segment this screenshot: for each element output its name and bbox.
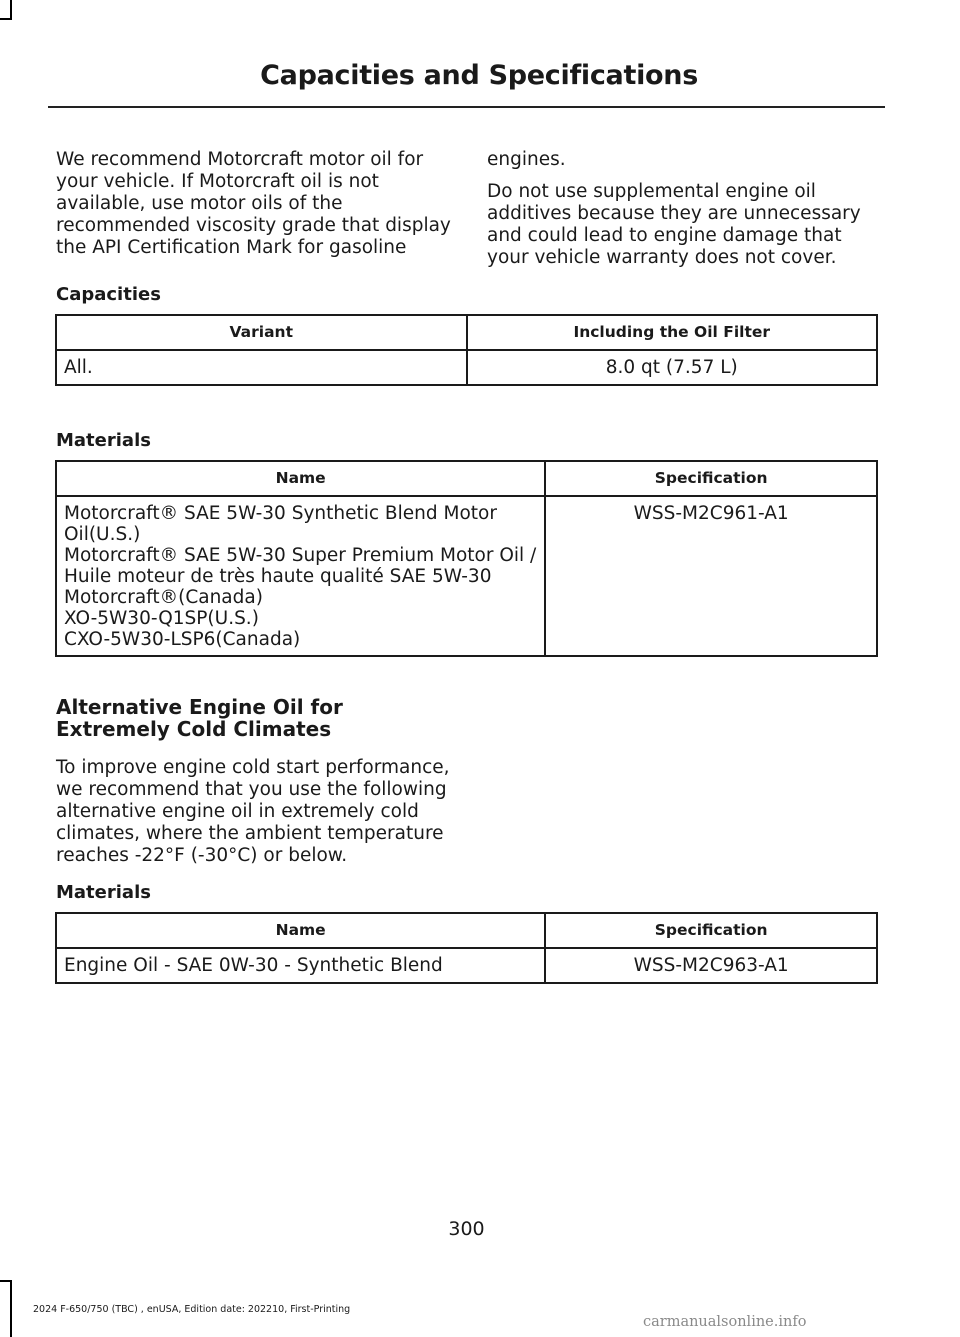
column-header: Including the Oil Filter: [467, 315, 878, 350]
title-rule: [48, 106, 885, 108]
alt-section-text: To improve engine cold start performance, we recommend that you use the following alternative engine oil in extremely cold climates, where the ambient temperature reaches -22°F (-30°C) or below.: [56, 757, 450, 866]
table-cell: WSS-M2C961-A1: [545, 496, 877, 656]
watermark: carmanualsonline.info: [643, 1314, 807, 1330]
column-header: Name: [56, 461, 545, 496]
crop-mark: [10, 1280, 12, 1337]
additives-text: Do not use supplemental engine oil additives because they are unnecessary and could lead to engine damage that your vehicle warranty does not cover.: [487, 181, 861, 268]
materials-heading: Materials: [56, 882, 151, 903]
material-code: XO-5W30-Q1SP(U.S.): [64, 608, 259, 629]
footer-text: 2024 F-650/750 (TBC) , enUSA, Edition date: 202210, First-Printing: [33, 1304, 351, 1315]
section-heading: Alternative Engine Oil for Extremely Cold Climates: [56, 695, 343, 741]
column-header: Specification: [545, 461, 877, 496]
crop-mark: [0, 18, 10, 20]
capacities-table: [55, 314, 878, 386]
material-name: Motorcraft® SAE 5W-30 Super Premium Motor Oil / Huile moteur de très haute qualité SAE 5W-30 Motorcraft®(Canada): [64, 545, 537, 608]
crop-mark: [0, 1280, 10, 1282]
material-code: CXO-5W30-LSP6(Canada): [64, 629, 301, 650]
page-title: Capacities and Specifications: [260, 60, 698, 91]
table-cell: [56, 496, 545, 656]
table-row: [56, 496, 877, 656]
intro-right-column: [487, 149, 887, 269]
table-cell: Engine Oil - SAE 0W-30 - Synthetic Blend: [56, 948, 545, 983]
table-row: [56, 350, 877, 385]
material-name: Motorcraft® SAE 5W-30 Synthetic Blend Motor Oil(U.S.): [64, 503, 497, 545]
intro-text: We recommend Motorcraft motor oil for your vehicle. If Motorcraft oil is not available, use motor oils of the recommended viscosity grade that display the API Certification Mark for gasoline: [56, 149, 451, 258]
intro-left-column: [56, 149, 456, 259]
column-header: Variant: [56, 315, 467, 350]
table-cell: WSS-M2C963-A1: [545, 948, 877, 983]
table-row: [56, 948, 877, 983]
capacities-heading: Capacities: [56, 284, 161, 305]
column-header: Name: [56, 913, 545, 948]
table-cell: All.: [56, 350, 467, 385]
crop-mark: [10, 0, 12, 20]
materials-table-2: [55, 912, 878, 984]
materials-heading: Materials: [56, 430, 151, 451]
page-number: 300: [448, 1218, 485, 1240]
materials-table: [55, 460, 878, 657]
column-header: Specification: [545, 913, 877, 948]
table-cell: 8.0 qt (7.57 L): [467, 350, 878, 385]
intro-continuation: engines.: [487, 149, 566, 170]
